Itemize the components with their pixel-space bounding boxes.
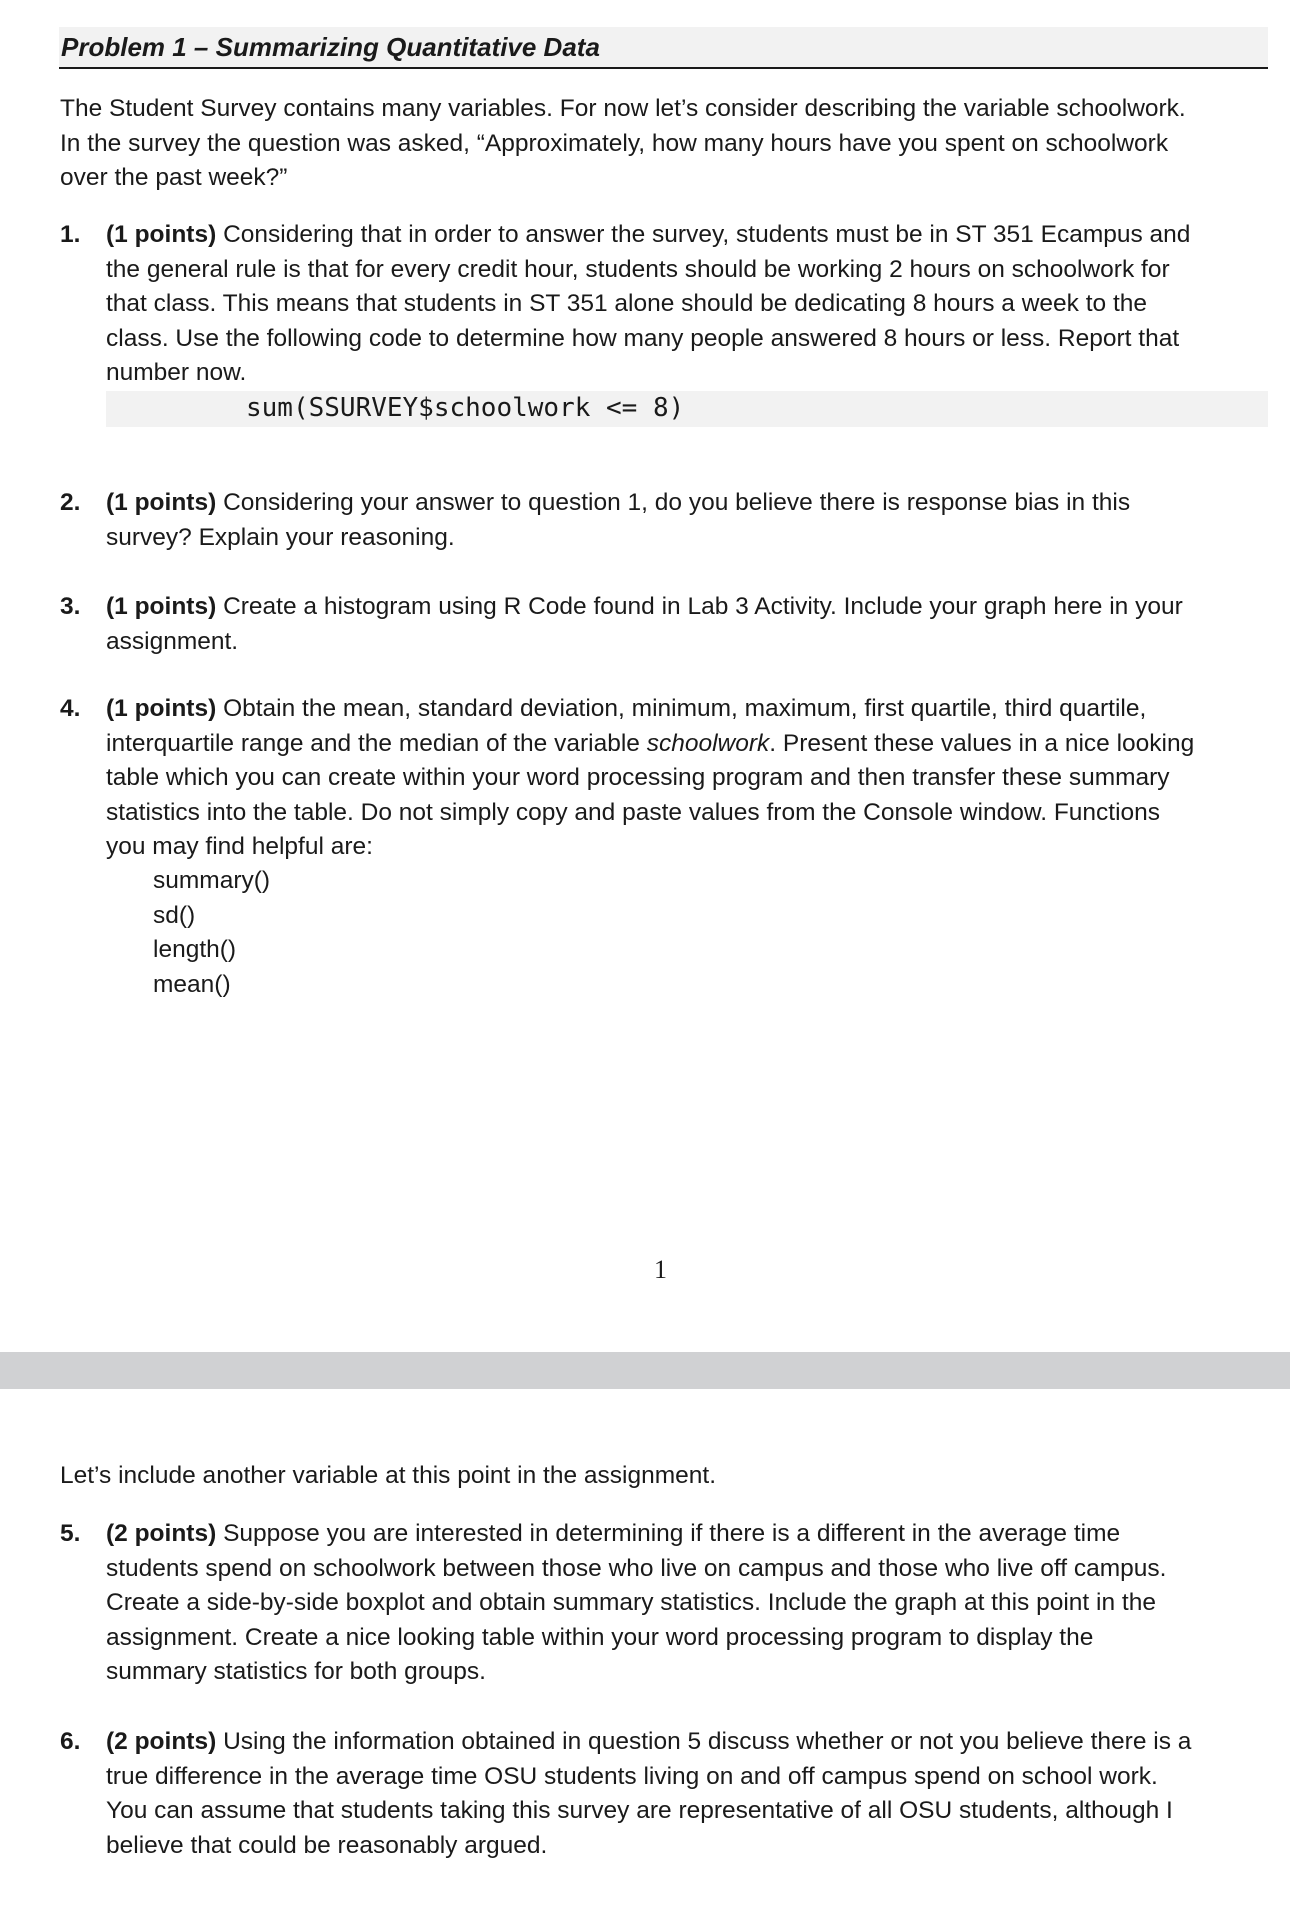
question-points: (2 points): [106, 1520, 217, 1547]
question-text: (1 points) Create a histogram using R Code found in Lab 3 Activity. Include your graph here in your assignment.: [106, 593, 1183, 655]
code-block: [106, 391, 1268, 427]
question-text: (1 points) Considering that in order to answer the survey, students must be in ST 351 Ecampus and the general rule is that for every credit hour, students should be working 2 hours on schoolwork for that class. This means that students in ST 351 alone should be dedicating 8 hours a week to the class. Use the following code to determine how many people answered 8 hours or less. Report that number now.: [106, 221, 1191, 386]
variable-name: schoolwork: [646, 729, 770, 757]
r-code: sum(SSURVEY$schoolwork <= 8): [246, 393, 685, 423]
question-points: (1 points): [106, 593, 217, 620]
function-item: summary(): [153, 867, 271, 894]
question-points: (1 points): [106, 221, 217, 248]
question-text: (2 points) Using the information obtained in question 5 discuss whether or not you believe there is a true difference in the average time OSU students living on and off campus spend on school work. You can assume that students taking this survey are representative of all OSU students, although I believe that could be reasonably argued.: [106, 1728, 1192, 1859]
question-points: (1 points): [106, 489, 217, 516]
page2-intro: Let’s include another variable at this point in the assignment.: [60, 1462, 717, 1489]
question-number: 3.: [60, 593, 81, 620]
question-text: (2 points) Suppose you are interested in determining if there is a different in the average time students spend on schoolwork between those who live on campus and those who live off campus. Create a side-by-side boxplot and obtain summary statistics. Include the graph at this point in the assignment. Create a nice looking table within your word processing program to display the summary statistics for both groups.: [106, 1520, 1167, 1685]
question-points: (2 points): [106, 1728, 217, 1755]
question-number: 4.: [60, 695, 81, 722]
page-separator: [0, 1352, 1290, 1389]
function-item: mean(): [153, 970, 231, 998]
function-item: sd(): [153, 901, 196, 929]
intro-line: In the survey the question was asked, “Approximately, how many hours have you spent on schoolwork: [60, 129, 1169, 157]
question-points: (1 points): [106, 695, 217, 722]
problem-title: Problem 1 – Summarizing Quantitative Data: [61, 32, 600, 62]
question-number: 6.: [60, 1728, 81, 1755]
intro-paragraph: [60, 92, 1186, 196]
intro-line: The Student Survey contains many variables. For now let’s consider describing the variable schoolwork.: [60, 95, 1186, 122]
question-number: 1.: [60, 221, 81, 248]
problem-heading: [59, 27, 1268, 69]
question-number: 2.: [60, 489, 81, 516]
intro-line: over the past week?”: [60, 164, 288, 191]
question-number: 5.: [60, 1520, 81, 1547]
function-list: [153, 864, 270, 1002]
question-text: (1 points) Considering your answer to question 1, do you believe there is response bias in this survey? Explain your reasoning.: [106, 489, 1131, 551]
question-text: (1 points) Obtain the mean, standard deviation, minimum, maximum, first quartile, third quartile, interquartile range and the median of the variable schoolwork. Present these values in a nice looking table which you can create within your word processing program and then transfer these summary statistics into the table. Do not simply copy and paste values from the Console window. Functions you may find helpful are:: [106, 695, 1195, 860]
function-item: length(): [153, 936, 237, 963]
page-number: 1: [654, 1255, 667, 1284]
